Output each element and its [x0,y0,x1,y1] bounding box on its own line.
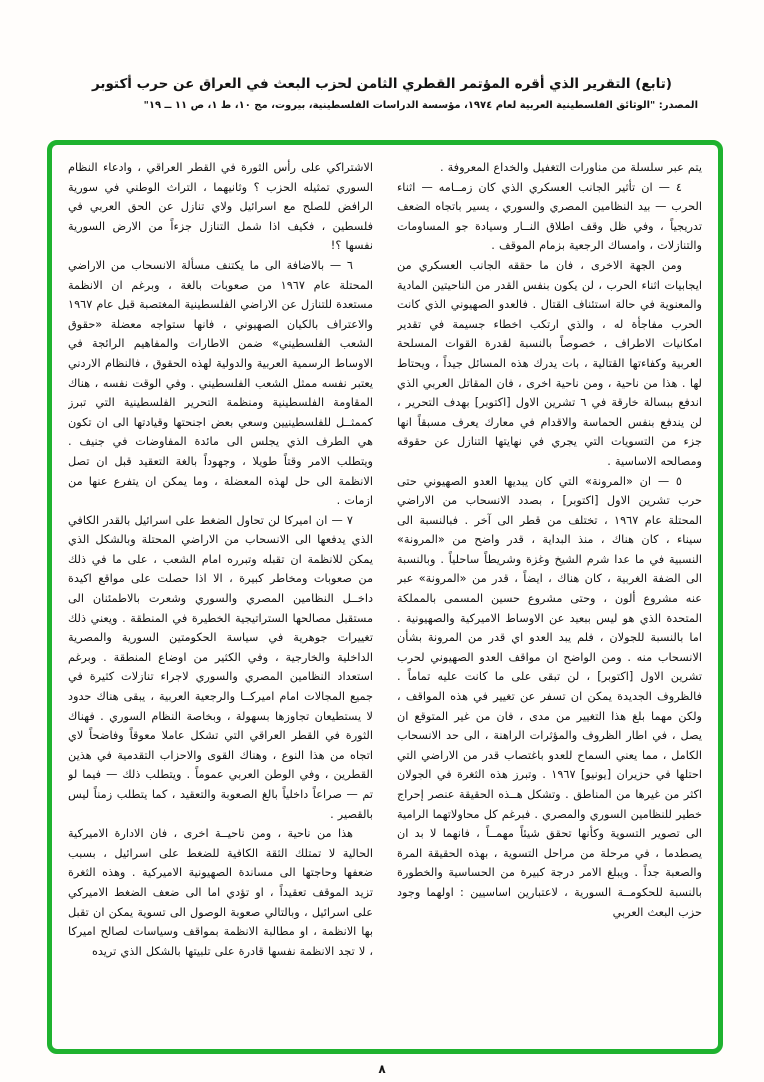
paragraph: ومن الجهة الاخرى ، فان ما حققه الجانب العسكري من ايجابيات اثناء الحرب ، لن يكون بنفس القدر من الناحيتين المادية والمعنوية في حالة استئناف القتال . فالعدو الصهيوني الذي كانت الحرب مفاجأة له ، والذي ارتكب اخطاء جسيمة في تقدير امكانيات الاطراف ، خصوصاً بالنسبة لقدرة القوات المسلحة العربية وكفاءتها القتالية ، بات يدرك هذه المسائل جيداً ، ويحتاط لها . هذا من ناحية ، ومن ناحية اخرى ، فان المقاتل العربي الذي اندفع ببسالة خارقة في ٦ تشرين الاول [اكتوبر] بهدف التحرير ، لن يندفع بنفس الحماسة والاقدام في معارك يعرف مسبقاً انها جزء من التسويات التي يجري في نهايتها التنازل عن حقوقه ومصالحه الاساسية . [397,258,702,468]
right-column [397,158,702,1039]
source-line: المصدر: "الوثائق الفلسطينية العربية لعام ١٩٧٤، مؤسسة الدراسات الفلسطينية، بيروت، مج ١٠، ط ١، ص ١١ ــ ١٩" [143,100,698,111]
paragraph: ٥ — ان «المرونة» التي كان يبديها العدو الصهيوني حتى حرب تشرين الاول [اكتوبر] ، بصدد الانسحاب من الاراضي المحتلة عام ١٩٦٧ ، تختلف من قطر الى آخر . فبالنسبة الى سيناء ، كان هناك ، منذ البداية ، قدر واضح من «المرونة» النسبية في ما عدا شرم الشيخ وغزة وشريطاً ساحلياً . وبالنسبة الى الضفة الغربية ، كان هناك ، ايضاً ، قدر من «المرونة» عبر عنه مشروع ألون ، وحتى مشروع حسين المسمى بالمملكة المتحدة الذي هو ليس ببعيد عن الاوساط الاميركية والصهيونية . اما بالنسبة للجولان ، فلم يبد العدو اي قدر من المرونة بشأن الانسحاب منه . ومن الواضح ان مواقف العدو الصهيوني لحرب تشرين الاول [اكتوبر] ، لن تبقى على ما كانت عليه تماماً . فالظروف الجديدة يمكن ان تسفر عن تغيير في هذه المواقف ، ولكن مهما بلغ هذا التغيير من مدى ، فان من غير المتوقع ان يصل ، في اطار الظروف والمؤثرات الراهنة ، الى حد الانسحاب الكامل ، مما يعني السماح للعدو باغتصاب قدر من الاراضي التي احتلها في حزيران [يونيو] ١٩٦٧ . وتبرز هذه الثغرة في الجولان اكثر من غيرها من المناطق . وتشكل هــذه الحقيقة عنصر إحراج خطير للنظامين السوري والمصري . فبرغم كل محاولاتهما الرامية الى تصوير التسوية وكأنها تحقق شيئاً مهمــاً ، فانهما لا بد ان يصطدما ، في مرحلة من مراحل التسوية ، بهذه الحقيقة المرة والصعبة جداً . ويبلغ الامر درجة كبيرة من الحساسية والخطورة بالنسبة للحكومــة السورية ، لاعتبارين اساسيين : اولهما وجود حزب البعث العربي [397,474,702,919]
page-title: (تابع) التقرير الذي أقره المؤتمر القطري الثامن لحزب البعث في العراق عن حرب أكتوبر [92,76,672,92]
paragraph: يتم عبر سلسلة من مناورات التغفيل والخداع المعروفة . [439,161,702,174]
content-frame [47,140,723,1054]
paragraph: الاشتراكي على رأس الثورة في القطر العراقي ، وادعاء النظام السوري تمثيله الحزب ؟ وثانيهما ، التراث الوطني في سورية الرافض للصلح مع اسرائيل ولاي تنازل عن الحق العربي في فلسطين ، فكيف اذا شمل التنازل جزءاً من الارض السورية نفسها ؟! [68,161,373,253]
paragraph: ٦ — بالاضافة الى ما يكتنف مسألة الانسحاب من الاراضي المحتلة عام ١٩٦٧ من صعوبات بالغة ، وبرغم ان الانظمة مستعدة للتنازل عن الاراضي الفلسطينية المغتصبة قبل عام ١٩٦٧ والاعتراف بالكيان الصهيوني ، فانها ستواجه معضلة «حقوق الشعب الفلسطيني» ضمن الاطارات والمفاهيم الرائجة في الاوساط الرسمية العربية والدولية لهذه الحقوق ، فالنظام الاردني يعتبر نفسه ممثل الشعب الفلسطيني . وفي الوقت نفسه ، هناك المقاومة الفلسطينية ومنظمة التحرير الفلسطينية التي تبرز كممثــل للفلسطينيين وسعي بعض اجنحتها وقيادتها الى ان تكون هي الطرف الذي يجلس الى مائدة المفاوضات في جنيف . ويتطلب الامر وقتاً طويلا ، وجهوداً بالغة التعقيد قبل ان تصل الانظمة الى حل لهذه المعضلة ، وما يمكن ان يتفرع عنها من ازمات . [68,258,373,508]
paragraph: هذا من ناحية ، ومن ناحيــة اخرى ، فان الادارة الاميركية الحالية لا تمتلك الثقة الكافية للضغط على اسرائيل ، بسبب ضعفها وحاجتها الى مساندة الصهيونية الاميركية . وهذه الثغرة تزيد الموقف تعقيداً ، او تؤدي اما الى ضعف الضغط الاميركي على اسرائيل ، وبالتالي صعوبة الوصول الى تسوية يمكن ان تقبل بها الانظمة ، او مطالبة الانظمة بمواقف وسياسات لصالح اميركا ، لا تجد الانظمة نفسها قادرة على تلبيتها بالشكل الذي تريده [68,827,373,958]
left-column [68,158,373,1039]
text-columns [68,158,702,1039]
paragraph: ٤ — ان تأثير الجانب العسكري الذي كان زمــامه — اثناء الحرب — بيد النظامين المصري والسوري ، يسير باتجاه الضعف تدريجياً ، وفي ظل وقف اطلاق النــار وسيادة جو المساومات والتنازلات ، وامساك الرجعية بزمام الموقف . [397,180,702,253]
paragraph: ٧ — ان اميركا لن تحاول الضغط على اسرائيل بالقدر الكافي الذي يدفعها الى الانسحاب من الاراضي المحتلة وبالشكل الذي يمكن للانظمة ان تقبله وتبرره امام الشعب ، على ما في ذلك من صعوبات ومخاطر كبيرة ، الا اذا حصلت على مواقع اكيدة داخــل النظامين المصري والسوري وشعرت بالاطمئنان الى مستقبل مصالحها الستراتيجية الخطيرة في المنطقة . ويعني ذلك تغييرات جوهرية في سياسة الحكومتين السورية والمصرية الداخلية والخارجية ، وفي الكثير من اوضاع المنطقة . وبرغم استعداد النظامين المصري والسوري لاجراء تنازلات كثيرة في جميع المجالات امام اميركــا والرجعية العربية ، يبقى هناك حدود لا يستطيعان تجاوزها بسهولة ، وبخاصة النظام السوري . فهناك الثورة في القطر العراقي التي تشكل عاملا معوقاً وفاضحاً لاي اتجاه من هذا النوع ، وهناك القوى والاحزاب التقدمية في هذين القطرين ، وفي الوطن العربي عموماً . ويتطلب ذلك — فيما لو تم — صراعاً داخلياً بالغ الصعوبة والتعقيد ، كما يتطلب زمناً ليس بالقصير . [68,513,373,821]
page-number: ٨ [378,1062,386,1076]
